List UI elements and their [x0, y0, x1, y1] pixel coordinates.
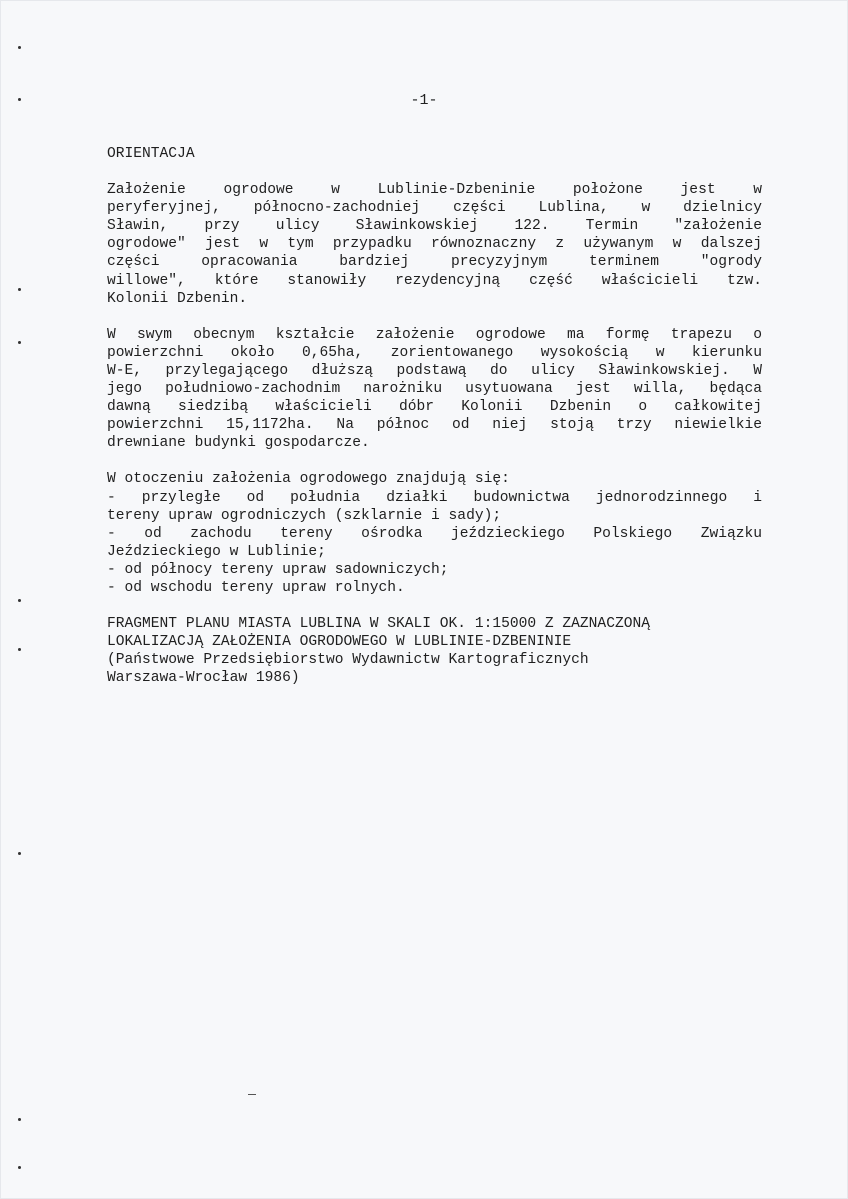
margin-dot: [18, 1118, 21, 1121]
text-line: dawną siedzibą właścicieli dóbr Kolonii Dzbenin o całkowitej: [107, 399, 762, 416]
margin-dot: [18, 288, 21, 291]
page-number: -1-: [410, 92, 438, 109]
list-item-continuation: Jeździeckiego w Lublinie;: [107, 543, 326, 560]
text-line: ogrodowe" jest w tym przypadku równoznaczny z używanym w dalszej: [107, 236, 762, 253]
paragraph-surroundings: [107, 470, 762, 597]
list-item: - od wschodu tereny upraw rolnych.: [107, 579, 405, 596]
text-line: Kolonii Dzbenin.: [107, 290, 248, 307]
margin-dot: [18, 341, 21, 344]
map-caption: [107, 615, 762, 687]
margin-dot: [18, 46, 21, 49]
stray-mark: [248, 1094, 256, 1095]
caption-line: LOKALIZACJĄ ZAŁOŻENIA OGRODOWEGO W LUBLINIE-DZBENINIE: [107, 634, 572, 651]
text-line: Sławin, przy ulicy Sławinkowskiej 122. Termin "założenie: [107, 218, 762, 235]
margin-dot: [18, 1166, 21, 1169]
text-line: W-E, przylegającego dłuższą podstawą do ulicy Sławinkowskiej. W: [107, 362, 762, 379]
caption-line: FRAGMENT PLANU MIASTA LUBLINA W SKALI OK. 1:15000 Z ZAZNACZONĄ: [107, 616, 650, 633]
text-line: jego południowo-zachodnim narożniku usytuowana jest willa, będąca: [107, 381, 762, 398]
text-line: powierzchni 15,1172ha. Na północ od niej stoją trzy niewielkie: [107, 417, 762, 434]
text-line: W swym obecnym kształcie założenie ogrodowe ma formę trapezu o: [107, 326, 762, 343]
text-line: Założenie ogrodowe w Lublinie-Dzbeninie położone jest w: [107, 182, 762, 199]
text-line: willowe", które stanowiły rezydencyjną część właścicieli tzw.: [107, 272, 762, 289]
list-item-continuation: tereny upraw ogrodniczych (szklarnie i sady);: [107, 507, 502, 524]
margin-dot: [18, 599, 21, 602]
list-item: - od zachodu tereny ośrodka jeździeckiego Polskiego Związku: [107, 525, 762, 542]
document-body: [107, 145, 762, 687]
margin-dot: [18, 648, 21, 651]
paragraph-location: [107, 181, 762, 308]
text-line: części opracowania bardziej precyzyjnym terminem "ogrody: [107, 254, 762, 271]
list-item: - przyległe od południa działki budownictwa jednorodzinnego i: [107, 489, 762, 506]
text-line: W otoczeniu założenia ogrodowego znajdują się:: [107, 471, 510, 488]
caption-line: Warszawa-Wrocław 1986): [107, 670, 300, 687]
text-line: powierzchni około 0,65ha, zorientowanego wysokością w kierunku: [107, 344, 762, 361]
caption-line: (Państwowe Przedsiębiorstwo Wydawnictw Kartograficznych: [107, 652, 589, 669]
section-heading: ORIENTACJA: [107, 146, 195, 162]
list-item: - od północy tereny upraw sadowniczych;: [107, 561, 449, 578]
margin-dot: [18, 852, 21, 855]
paragraph-shape: [107, 326, 762, 453]
text-line: drewniane budynki gospodarcze.: [107, 435, 370, 452]
text-line: peryferyjnej, północno-zachodniej części Lublina, w dzielnicy: [107, 200, 762, 217]
